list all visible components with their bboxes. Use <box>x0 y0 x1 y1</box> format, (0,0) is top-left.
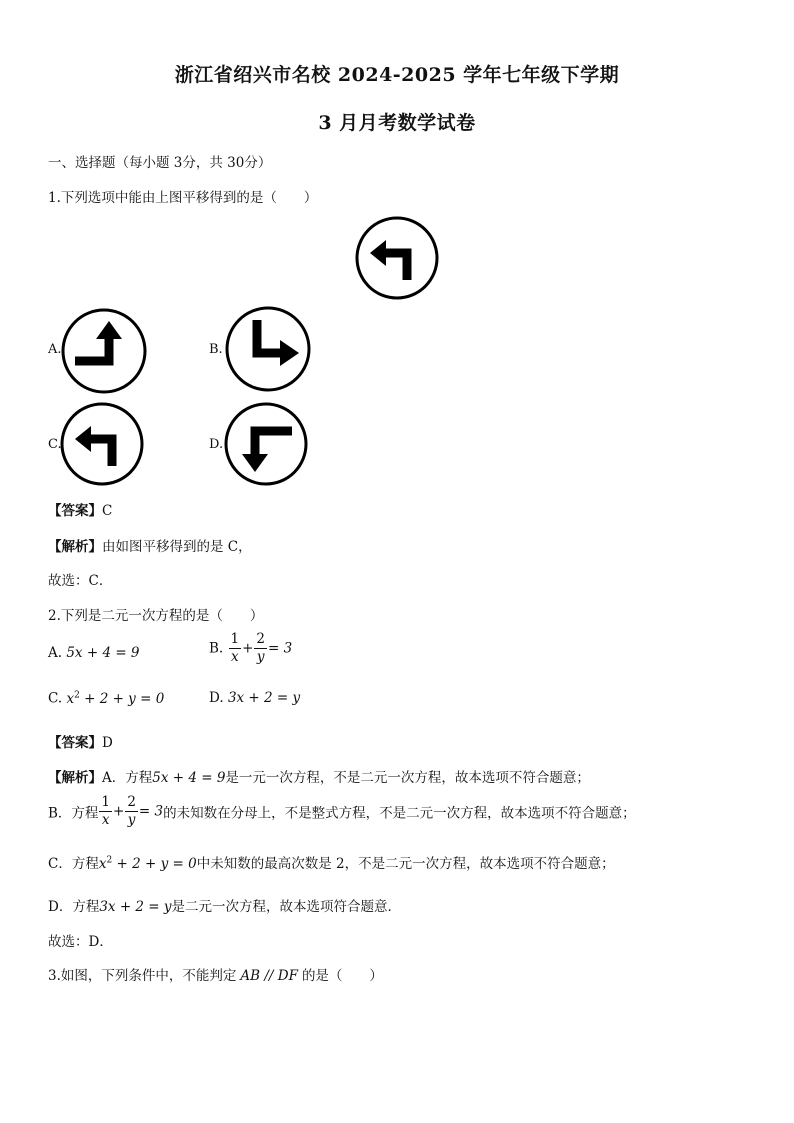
frac-den: y <box>256 648 265 665</box>
analysis-text: 是一元一次方程，不是二元一次方程，故本选项不符合题意； <box>225 770 590 786</box>
analysis-text: 的未知数在分母上，不是整式方程，不是二元一次方程，故本选项不符合题意； <box>163 805 636 822</box>
q3-stem-prefix: 3.如图，下列条件中，不能判定 <box>48 968 237 984</box>
q2-analysis-c <box>48 852 615 872</box>
q1-answer: C <box>102 503 113 519</box>
analysis-prefix: C．方程 <box>48 856 99 872</box>
equation-rhs: = 3 <box>138 803 164 820</box>
frac-den: x <box>101 811 110 828</box>
analysis-expr: 5x + 4 = 9 <box>152 770 226 786</box>
q2-option-d <box>209 690 300 706</box>
analysis-prefix: A．方程 <box>102 770 153 786</box>
analysis-prefix: B．方程 <box>48 805 99 822</box>
q2-conclusion: 故选：D． <box>48 934 113 950</box>
question-1-stem: 1.下列选项中能由上图平移得到的是（ ） <box>48 190 318 206</box>
analysis-prefix: D．方程 <box>48 899 100 915</box>
analysis-tag: 【解析】 <box>48 770 102 786</box>
q2-option-b-label: B. <box>209 640 224 657</box>
question-3-stem <box>48 964 383 984</box>
page-subtitle: 3 月月考数学试卷 <box>318 112 476 134</box>
q1-analysis: 由如图平移得到的是 C， <box>102 539 252 555</box>
exponent: 2 <box>74 690 80 700</box>
frac-num: 1 <box>230 631 240 647</box>
analysis-expr: 3x + 2 = y <box>99 899 172 915</box>
q2-answer-line <box>48 731 113 751</box>
analysis-text: 中未知数的最高次数是 2，不是二元一次方程，故本选项不符合题意； <box>196 856 615 872</box>
expr-rest: + 2 + y = 0 <box>112 856 197 872</box>
down-turn-arrow-icon <box>224 402 308 486</box>
q1-option-a-label: A. <box>48 342 62 357</box>
answer-tag: 【答案】 <box>48 735 102 751</box>
q2-option-a <box>48 645 140 661</box>
section-heading: 一、选择题（每小题 3分，共 30分） <box>48 155 272 171</box>
var-x: x <box>66 690 75 707</box>
q2-option-d-label: D. <box>209 690 224 706</box>
q2-option-a-label: A. <box>48 645 63 661</box>
q2-option-d-expr: 3x + 2 = y <box>227 690 301 706</box>
equation-rhs: = 3 <box>268 640 293 657</box>
q1-option-b-label: B. <box>209 342 223 357</box>
q2-option-c <box>48 690 164 707</box>
var-x: x <box>98 856 107 872</box>
analysis-text: 是二元一次方程，故本选项符合题意． <box>171 899 402 915</box>
question-2-stem: 2.下列是二元一次方程的是（ ） <box>48 608 264 624</box>
q2-analysis-d <box>48 895 401 915</box>
frac-den: x <box>231 648 239 665</box>
q1-conclusion: 故选：C． <box>48 573 113 589</box>
q1-option-d-label: D. <box>209 437 224 452</box>
q1-option-c-label: C. <box>48 437 62 452</box>
frac-num: 1 <box>101 794 111 810</box>
frac-num: 2 <box>256 631 266 647</box>
q1-analysis-line <box>48 535 252 555</box>
q2-option-a-expr: 5x + 4 = 9 <box>66 645 140 661</box>
q3-stem-suffix: 的是（ ） <box>301 968 383 984</box>
right-turn-arrow-icon <box>225 306 311 392</box>
frac-den: y <box>127 811 136 828</box>
q2-option-c-label: C. <box>48 690 63 707</box>
answer-tag: 【答案】 <box>48 503 102 519</box>
analysis-tag: 【解析】 <box>48 539 102 555</box>
q2-answer: D <box>102 735 113 751</box>
q3-stem-expr: AB // DF <box>240 968 298 984</box>
plus-sign: + <box>113 803 125 820</box>
page-title: 浙江省绍兴市名校 2024-2025 学年七年级下学期 <box>174 64 620 86</box>
q1-answer-line <box>48 499 112 519</box>
q2-analysis-b <box>48 796 636 827</box>
q2-option-b <box>209 633 292 664</box>
q2-analysis-a <box>48 766 590 786</box>
expr-rest: + 2 + y = 0 <box>79 690 165 707</box>
left-turn-arrow-icon <box>60 402 144 486</box>
plus-sign: + <box>242 640 254 657</box>
up-turn-arrow-icon <box>61 308 147 394</box>
left-turn-arrow-icon <box>355 216 439 300</box>
frac-num: 2 <box>127 794 136 810</box>
exponent: 2 <box>106 855 113 866</box>
